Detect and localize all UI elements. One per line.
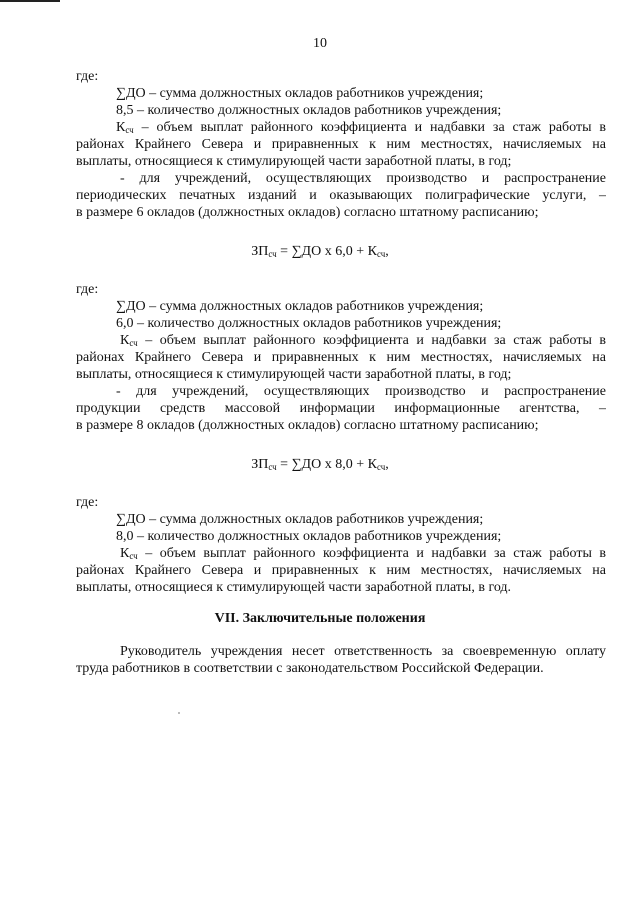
count-definition: 6,0 – количество должностных окладов работников учреждения; <box>116 316 502 331</box>
sum-definition: ∑ДО – сумма должностных окладов работников учреждения; <box>116 512 484 527</box>
sum-definition: ∑ДО – сумма должностных окладов работников учреждения; <box>116 86 484 101</box>
count-definition: 8,5 – количество должностных окладов работников учреждения; <box>116 103 502 118</box>
where-label: где: <box>76 69 99 84</box>
coefficient-definition-line: $К_{сч}$ – объем выплат районного коэффициента и надбавки за стаж работы в <box>116 120 606 135</box>
institution-item-line: - для учреждений, осуществляющих производство и распространение <box>120 171 606 186</box>
institution-item-line: - для учреждений, осуществляющих производство и распространение <box>116 384 606 399</box>
coefficient-definition-line: районах Крайнего Севера и приравненных к ним местностях, начисляемых на <box>76 137 606 152</box>
formula: $ЗП_{сч} = \sum ДО$ х $8,0 + К_{сч}$, <box>251 457 389 472</box>
where-label: где: <box>76 282 99 297</box>
top-edge-line <box>0 0 60 2</box>
coefficient-definition-line: выплаты, относящиеся к стимулирующей части заработной платы, в год; <box>76 154 512 169</box>
coefficient-definition-line: выплаты, относящиеся к стимулирующей части заработной платы, в год; <box>76 367 512 382</box>
closing-paragraph-line: Руководитель учреждения несет ответственность за своевременную оплату <box>120 644 606 659</box>
page-number: 10 <box>313 36 327 51</box>
institution-item-line: в размере 8 окладов (должностных окладов) согласно штатному расписанию; <box>76 418 539 433</box>
section-heading: VII. Заключительные положения <box>214 611 426 626</box>
coefficient-definition-line: районах Крайнего Севера и приравненных к ним местностях, начисляемых на <box>76 563 606 578</box>
coefficient-definition-line: $К_{сч}$ – объем выплат районного коэффициента и надбавки за стаж работы в <box>120 333 606 348</box>
institution-item-line: периодических печатных изданий и оказывающих полиграфические услуги, – <box>76 188 606 203</box>
sum-definition: ∑ДО – сумма должностных окладов работников учреждения; <box>116 299 484 314</box>
formula: $ЗП_{сч} = \sum ДО$ х $6,0 + К_{сч}$, <box>251 244 389 259</box>
institution-item-line: продукции средств массовой информации информационные агентства, – <box>76 401 606 416</box>
coefficient-definition-line: выплаты, относящиеся к стимулирующей части заработной платы, в год. <box>76 580 512 595</box>
institution-item-line: в размере 6 окладов (должностных окладов) согласно штатному расписанию; <box>76 205 539 220</box>
where-label: где: <box>76 495 99 510</box>
closing-paragraph-line: труда работников в соответствии с законодательством Российской Федерации. <box>76 661 544 676</box>
coefficient-definition-line: районах Крайнего Севера и приравненных к ним местностях, начисляемых на <box>76 350 606 365</box>
coefficient-definition-line: $К_{сч}$ – объем выплат районного коэффициента и надбавки за стаж работы в <box>120 546 606 561</box>
scan-speck <box>178 712 180 714</box>
count-definition: 8,0 – количество должностных окладов работников учреждения; <box>116 529 502 544</box>
